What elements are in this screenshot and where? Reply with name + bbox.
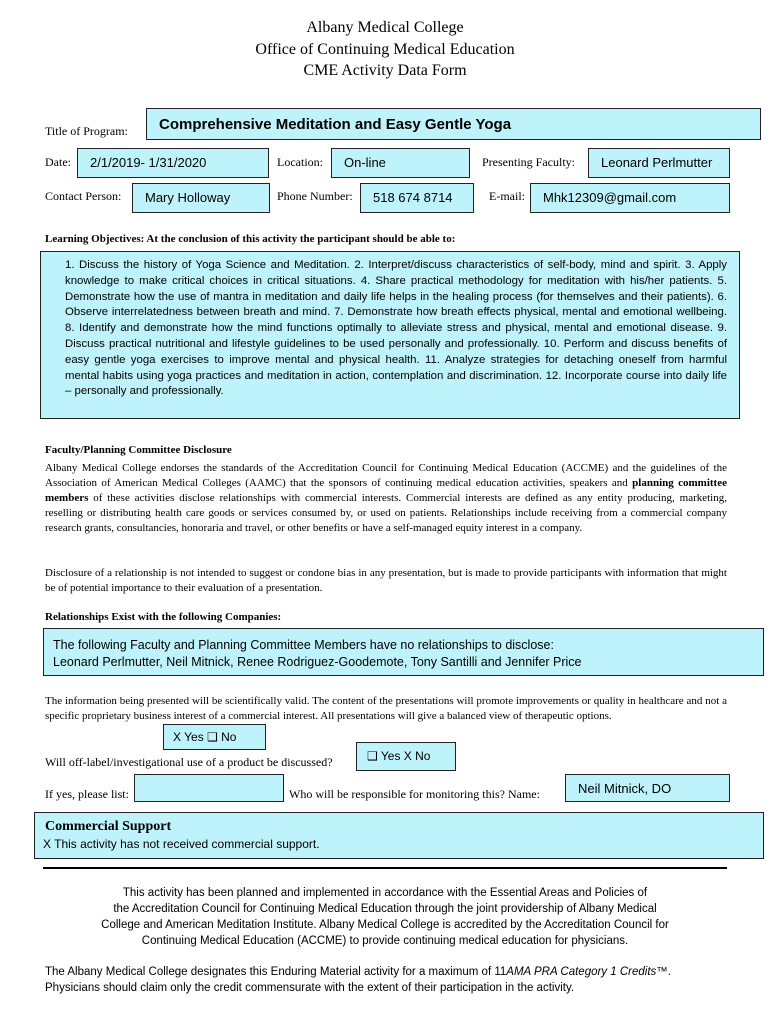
offlabel-list-label: If yes, please list: [45,787,129,801]
program-title-field[interactable]: Comprehensive Meditation and Easy Gentle Yoga [146,108,761,140]
offlabel-list-field[interactable] [134,774,284,802]
disclosure-paragraph [45,461,727,536]
validity-answer-field[interactable]: X Yes ❑ No [163,724,266,750]
relationships-line-2: Leonard Perlmutter, Neil Mitnick, Renee Rodriguez-Goodemote, Tony Santilli and Jennifer Price [53,655,582,669]
designation-text-a: The Albany Medical College designates this Enduring Material activity for a maximum of 11 [45,966,507,978]
disclosure-paragraph-2: Disclosure of a relationship is not intended to suggest or condone bias in any presentation, but is made to provide participants with information that might be of potential importance to their evaluation of a presentation. [45,567,727,594]
accreditation-line-3: College and American Meditation Institute. Albany Medical College is accredited by the Accreditation Council for [101,919,669,931]
accreditation-line-4: Continuing Medical Education (ACCME) to provide continuing medical education for physicians. [141,935,629,947]
contact-label: Contact Person: [45,189,122,203]
disclosure-text-b: of these activities disclose relationships with commercial interests. Commercial interests are defined as any entity producing, marketing, reselling or distributing health care goods or services consumed by, or used on patients. Relationships include receiving from a commercial company research grants, consultancies, honoraria and travel, or other benefits or have a self-managed equity interest in a company. [45,492,727,534]
email-label: E-mail: [489,189,525,203]
location-field[interactable]: On-line [331,148,470,178]
disclosure-text-a: Albany Medical College endorses the standards of the Accreditation Council for Continuing Medical Education (ACCME) and the guidelines of the Association of American Medical Colleges (AAMC) that the sponsors of continuing medical education activities, speakers and [45,462,727,489]
designation-credits: AMA PRA Category 1 Credits™ [506,966,668,978]
designation-statement [45,964,745,996]
office-name: Office of Continuing Medical Education [255,41,515,58]
date-field[interactable]: 2/1/2019- 1/31/2020 [77,148,269,178]
program-title-label: Title of Program: [45,124,128,138]
monitor-field[interactable]: Neil Mitnick, DO [565,774,730,802]
college-name: Albany Medical College [306,19,464,36]
relationships-heading: Relationships Exist with the following Companies: [45,611,282,623]
objectives-text: 1. Discuss the history of Yoga Science and Meditation. 2. Interpret/discuss characteristics of self-body, mind and spirit. 3. Apply knowledge to make critical choices in critical situations. 4. Share practical methodology for meditation with his/her patients. 5. Demonstrate how the use of mantra in meditation and daily life helps in the healing process (for themselves and their patients). 6. Observe interrelatedness between breath and mind. 7. Demonstrate how breath effects physical, mental and emotional wellbeing. 8. Identify and demonstrate how the mind functions optimally to alleviate stress and physical, mental and emotional disease. 9. Discuss practical nutritional and lifestyle guidelines to be used personally and professionally. 10. Perform and discuss benefits of easy gentle yoga exercises to improve mental and physical health. 11. Analyze strategies for detaching oneself from harmful mental habits using yoga practices and meditation in action, contemplation and discrimination. 12. Incorporate course into daily life – personally and professionally. [65,259,727,398]
offlabel-question: Will off-label/investigational use of a product be discussed? [45,755,333,769]
faculty-label: Presenting Faculty: [482,155,575,169]
accreditation-statement [0,885,770,949]
relationships-line-1: The following Faculty and Planning Committee Members have no relationships to disclose: [53,638,554,652]
commercial-support-box[interactable] [34,812,764,859]
divider [43,867,727,869]
faculty-field[interactable]: Leonard Perlmutter [588,148,730,178]
designation-text-b: . [667,966,671,978]
objectives-heading: Learning Objectives: At the conclusion of this activity the participant should be able to: [45,233,456,245]
phone-label: Phone Number: [277,189,353,203]
disclosure-text-bold: planning committee members [45,477,727,504]
phone-field[interactable]: 518 674 8714 [360,183,474,213]
contact-field[interactable]: Mary Holloway [132,183,270,213]
monitor-label: Who will be responsible for monitoring this? Name: [289,787,540,801]
designation-line-2: Physicians should claim only the credit commensurate with the extent of their participation in the activity. [45,982,575,994]
objectives-box[interactable] [40,251,740,419]
date-label: Date: [45,155,71,169]
location-label: Location: [277,155,323,169]
designation-line [45,964,745,980]
validity-text: The information being presented will be scientifically valid. The content of the presentations will promote improvements or quality in healthcare and not a specific proprietary business interest of a commercial interest. All presentations will give a balanced view of therapeutic options. [45,695,727,722]
relationships-box[interactable] [43,628,764,676]
accreditation-line-1: This activity has been planned and implemented in accordance with the Essential Areas and Policies of [122,887,648,899]
form-title: CME Activity Data Form [303,62,467,79]
accreditation-line-2: the Accreditation Council for Continuing Medical Education through the joint providership of Albany Medical [113,903,657,915]
commercial-support-heading: Commercial Support [45,819,172,834]
offlabel-answer-field[interactable]: ❑ Yes X No [356,742,456,771]
commercial-support-text: X This activity has not received commercial support. [43,837,320,851]
disclosure-heading: Faculty/Planning Committee Disclosure [45,444,232,456]
email-field[interactable]: Mhk12309@gmail.com [530,183,730,213]
